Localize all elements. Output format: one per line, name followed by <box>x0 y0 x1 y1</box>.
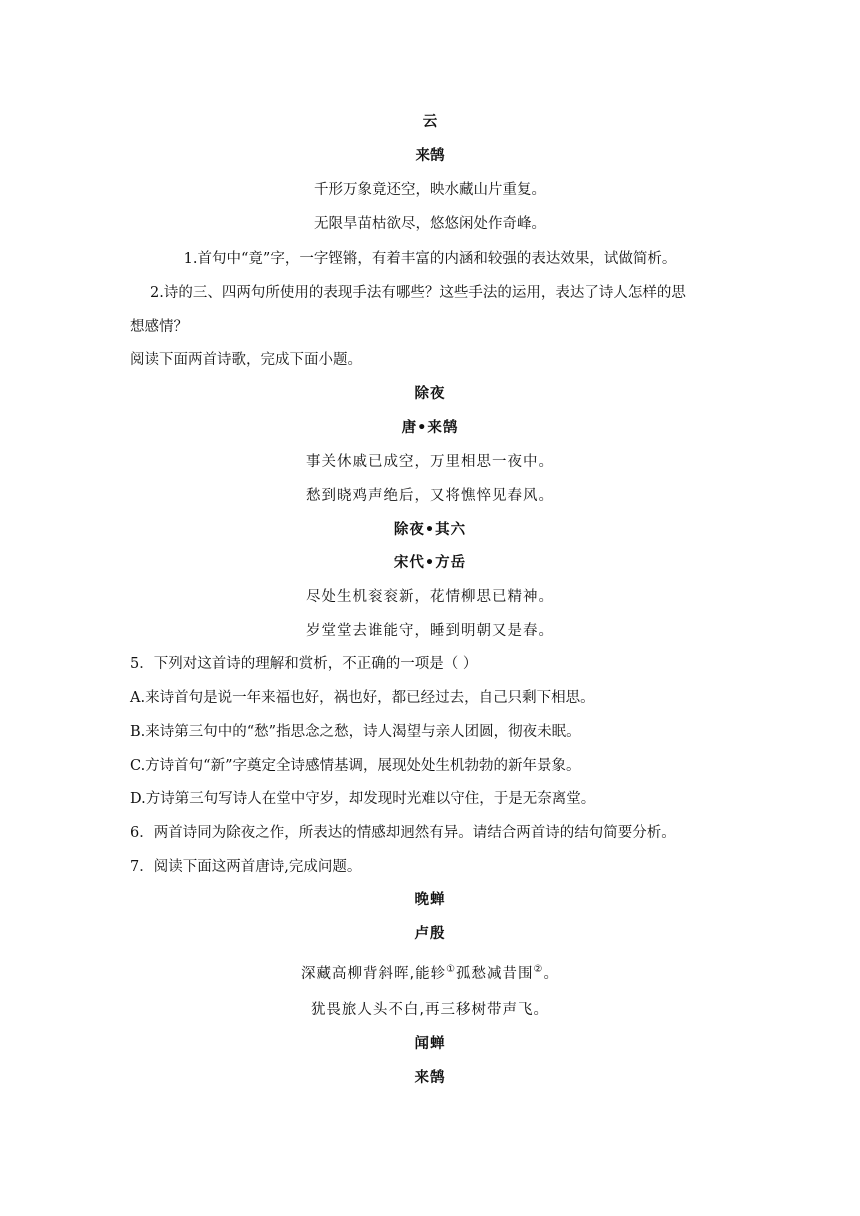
poem1-author: 来鹄 <box>415 147 445 164</box>
poem4-title: 晚蝉 <box>414 892 446 908</box>
poem2-title: 除夜 <box>414 386 446 402</box>
question-6: 6．两首诗同为除夜之作，所表达的情感却迥然有异。请结合两首诗的结句简要分析。 <box>130 825 676 841</box>
poem1-line-1: 千形万象竟还空，映水藏山片重复。 <box>314 182 546 198</box>
footnote-marker-2: ② <box>533 964 544 976</box>
reading-instruction: 阅读下面两首诗歌，完成下面小题。 <box>130 352 362 368</box>
poem2-line-1: 事关休戚已成空，万里相思一夜中。 <box>306 454 554 470</box>
question-5-option-b: B.来诗第三句中的“愁”指思念之愁，诗人渴望与亲人团圆，彻夜未眠。 <box>130 724 581 740</box>
question-5-option-a: A.来诗首句是说一年来福也好，祸也好，都已经过去，自己只剩下相思。 <box>130 690 595 706</box>
poem1-line-2: 无限旱苗枯欲尽，悠悠闲处作奇峰。 <box>314 216 546 232</box>
poem3-title: 除夜•其六 <box>393 522 467 538</box>
question-1: 1.首句中“竟”字，一字铿锵，有着丰富的内涵和较强的表达效果，试做简析。 <box>183 251 677 267</box>
question-2-line-2: 想感情？ <box>130 319 188 335</box>
poem2-author: 唐•来鹄 <box>401 420 459 436</box>
poem5-title: 闻蝉 <box>414 1036 446 1052</box>
question-5-stem: 5．下列对这首诗的理解和赏析，不正确的一项是（ ） <box>130 656 478 672</box>
footnote-marker-1: ① <box>446 964 457 976</box>
poem3-line-1: 尽处生机衮衮新，花情柳思已精神。 <box>306 589 554 605</box>
question-5-option-c: C.方诗首句“新”字奠定全诗感情基调，展现处处生机勃勃的新年景象。 <box>130 758 581 774</box>
poem4-author: 卢殷 <box>414 926 446 942</box>
poem1-title: 云 <box>422 113 438 130</box>
poem4-line-1-part-c: 。 <box>543 966 560 982</box>
poem4-line-1 <box>0 964 860 984</box>
poem3-author: 宋代•方岳 <box>393 555 467 571</box>
question-2-line-1: 2.诗的三、四两句所使用的表现手法有哪些？这些手法的运用，表达了诗人怎样的思 <box>150 285 686 301</box>
poem4-line-1-part-b: 孤愁减昔围 <box>456 966 534 982</box>
question-5-option-d: D.方诗第三句写诗人在堂中守岁，却发现时光难以守住，于是无奈离堂。 <box>130 791 596 807</box>
poem4-line-2: 犹畏旅人头不白,再三移树带声飞。 <box>310 1002 550 1018</box>
poem4-line-1-part-a: 深藏高柳背斜晖,能轸 <box>300 966 447 982</box>
question-7: 7．阅读下面这两首唐诗,完成问题。 <box>130 859 362 875</box>
poem5-author: 来鹄 <box>414 1070 446 1086</box>
poem2-line-2: 愁到晓鸡声绝后，又将憔悴见春风。 <box>306 488 554 504</box>
poem3-line-2: 岁堂堂去谁能守，睡到明朝又是春。 <box>306 623 554 639</box>
